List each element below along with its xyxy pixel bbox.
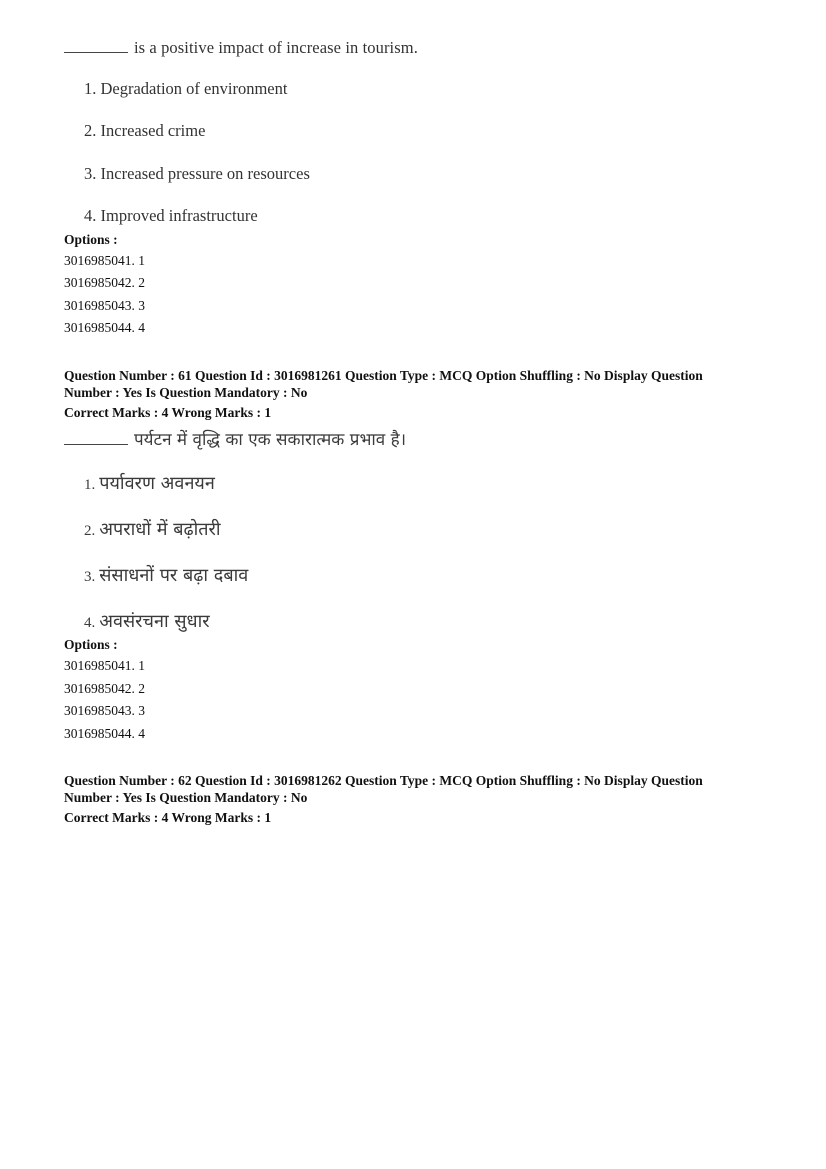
q62-meta-line1: Question Number : 62 Question Id : 3016981262 Question Type : MCQ Option Shuffling : No Display Question bbox=[64, 773, 703, 788]
q61-meta-line2: Number : Yes Is Question Mandatory : No bbox=[64, 385, 308, 400]
q60-choice-2: 2. Increased crime bbox=[84, 121, 206, 140]
q61-meta bbox=[64, 367, 703, 401]
answer-blank bbox=[64, 432, 128, 445]
q61-meta-line1: Question Number : 61 Question Id : 3016981261 Question Type : MCQ Option Shuffling : No Display Question bbox=[64, 368, 703, 383]
q61-choice-3: 3. संसाधनों पर बढ़ा दबाव bbox=[84, 565, 249, 586]
q61-choice-4: 4. अवसंरचना सुधार bbox=[84, 611, 210, 632]
answer-blank bbox=[64, 40, 128, 53]
q61-option-id-4: 3016985044. 4 bbox=[64, 726, 145, 741]
q61-option-id-3: 3016985043. 3 bbox=[64, 703, 145, 718]
q60-choice-1: 1. Degradation of environment bbox=[84, 79, 288, 98]
q60-choice-4: 4. Improved infrastructure bbox=[84, 206, 258, 225]
q60-option-id-1: 3016985041. 1 bbox=[64, 253, 145, 268]
q61-choice-2: 2. अपराधों में बढ़ोतरी bbox=[84, 519, 221, 540]
question-61-text-hindi: पर्यटन में वृद्धि का एक सकारात्मक प्रभाव है। bbox=[64, 427, 406, 450]
q60-option-id-2: 3016985042. 2 bbox=[64, 275, 145, 290]
q61-marks: Correct Marks : 4 Wrong Marks : 1 bbox=[64, 405, 272, 420]
q61-options-label: Options : bbox=[64, 637, 118, 652]
q60-options-label: Options : bbox=[64, 232, 118, 247]
q62-meta bbox=[64, 772, 703, 806]
q62-meta-line2: Number : Yes Is Question Mandatory : No bbox=[64, 790, 308, 805]
q61-choice-1: 1. पर्यावरण अवनयन bbox=[84, 473, 215, 494]
q61-option-id-2: 3016985042. 2 bbox=[64, 681, 145, 696]
q60-option-id-3: 3016985043. 3 bbox=[64, 298, 145, 313]
q62-marks: Correct Marks : 4 Wrong Marks : 1 bbox=[64, 810, 272, 825]
q61-option-id-1: 3016985041. 1 bbox=[64, 658, 145, 673]
question-60-text: is a positive impact of increase in tourism. bbox=[64, 38, 418, 58]
q60-choice-3: 3. Increased pressure on resources bbox=[84, 164, 310, 183]
q60-option-id-4: 3016985044. 4 bbox=[64, 320, 145, 335]
